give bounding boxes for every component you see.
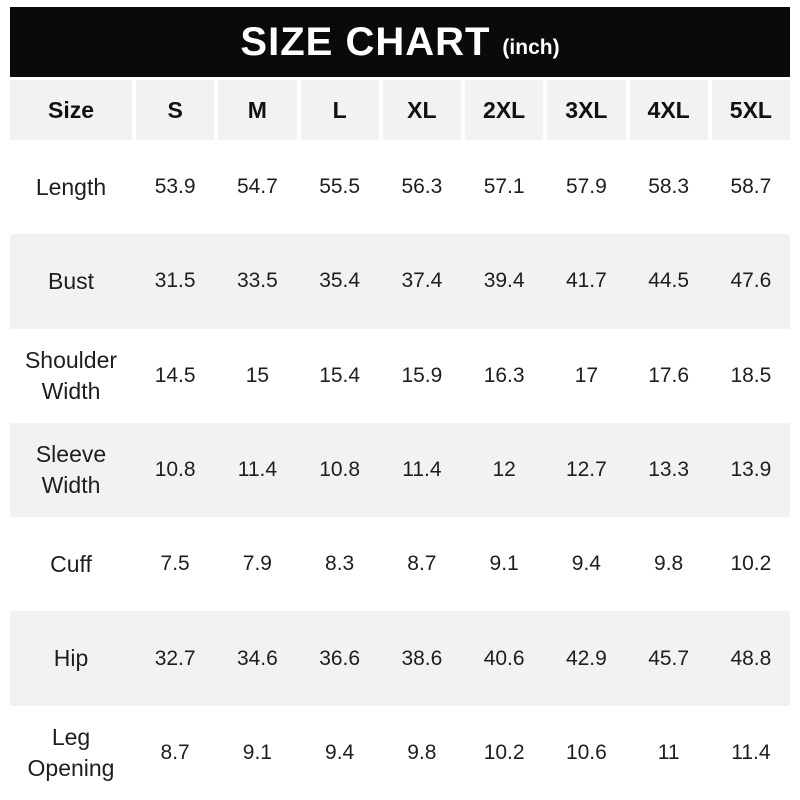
table-cell: 33.5 <box>236 269 278 293</box>
table-cell: 9.1 <box>242 740 272 764</box>
table-cell: 15.9 <box>401 363 443 387</box>
table-cell: 9.8 <box>654 552 684 576</box>
column-header-s: S <box>136 80 214 140</box>
unit-label: (inch) <box>502 35 560 59</box>
size-chart-banner <box>10 7 790 77</box>
table-cell: 34.6 <box>236 646 278 670</box>
table-cell: 11 <box>657 740 680 764</box>
column-header-l: L <box>301 80 379 140</box>
column-header-4xl: 4XL <box>630 80 708 140</box>
table-cell: 44.5 <box>648 269 690 293</box>
row-label: Hip <box>53 645 89 672</box>
table-row-cuff <box>10 517 790 611</box>
table-row-leg-opening <box>10 706 790 800</box>
table-cell: 57.9 <box>565 175 607 199</box>
table-cell: 12.7 <box>565 457 607 481</box>
table-cell: 15.4 <box>319 363 361 387</box>
column-header-2xl: 2XL <box>465 80 543 140</box>
table-cell: 7.9 <box>242 552 272 576</box>
column-header-m: M <box>218 80 296 140</box>
table-cell: 32.7 <box>154 646 196 670</box>
table-cell: 11.4 <box>237 457 278 481</box>
row-label: Bust <box>47 267 95 294</box>
table-cell: 12 <box>492 457 516 481</box>
table-cell: 57.1 <box>483 175 525 199</box>
table-cell: 8.7 <box>407 552 437 576</box>
table-cell: 53.9 <box>154 175 196 199</box>
table-row-length <box>10 140 790 234</box>
table-cell: 10.2 <box>730 552 772 576</box>
table-cell: 9.4 <box>325 740 355 764</box>
table-cell: 54.7 <box>236 175 278 199</box>
row-label: Sleeve Width <box>35 440 107 498</box>
table-cell: 41.7 <box>565 269 607 293</box>
row-label: Shoulder Width <box>24 346 118 404</box>
table-cell: 13.3 <box>648 457 690 481</box>
table-cell: 47.6 <box>730 269 772 293</box>
table-cell: 17 <box>574 363 599 387</box>
column-header-xl: XL <box>383 80 461 140</box>
table-cell: 10.6 <box>565 740 607 764</box>
table-cell: 58.3 <box>648 175 690 199</box>
table-cell: 17.6 <box>648 363 690 387</box>
table-cell: 45.7 <box>648 646 690 670</box>
table-cell: 55.5 <box>319 175 361 199</box>
table-cell: 10.8 <box>319 457 361 481</box>
table-cell: 40.6 <box>483 646 525 670</box>
table-cell: 56.3 <box>401 175 443 199</box>
table-cell: 16.3 <box>483 363 525 387</box>
page-title: SIZE CHART <box>240 20 491 64</box>
table-cell: 39.4 <box>483 269 525 293</box>
table-cell: 36.6 <box>319 646 361 670</box>
table-cell: 9.4 <box>571 552 601 576</box>
table-cell: 9.1 <box>489 552 519 576</box>
table-cell: 31.5 <box>154 269 196 293</box>
table-body <box>0 140 800 800</box>
table-row-hip <box>10 611 790 705</box>
row-label: Leg Opening <box>27 723 115 781</box>
column-header-3xl: 3XL <box>547 80 625 140</box>
table-cell: 11.4 <box>402 457 442 481</box>
column-header-size: Size <box>10 80 132 140</box>
table-cell: 10.2 <box>483 740 525 764</box>
table-cell: 35.4 <box>319 269 361 293</box>
table-cell: 9.8 <box>407 740 437 764</box>
table-cell: 14.5 <box>154 363 196 387</box>
table-cell: 58.7 <box>730 175 772 199</box>
row-label: Cuff <box>50 550 92 577</box>
table-cell: 8.7 <box>160 740 190 764</box>
table-header-row <box>10 80 790 140</box>
table-cell: 37.4 <box>401 269 443 293</box>
table-row-bust <box>10 234 790 328</box>
table-cell: 10.8 <box>154 457 196 481</box>
column-header-5xl: 5XL <box>712 80 790 140</box>
table-cell: 13.9 <box>730 457 772 481</box>
table-cell: 7.5 <box>160 552 190 576</box>
table-cell: 42.9 <box>565 646 607 670</box>
table-cell: 8.3 <box>325 552 355 576</box>
table-cell: 18.5 <box>730 363 772 387</box>
table-cell: 15 <box>245 363 270 387</box>
table-row-sleeve-width <box>10 423 790 517</box>
table-cell: 38.6 <box>401 646 443 670</box>
row-label: Length <box>35 173 107 200</box>
table-row-shoulder-width <box>10 329 790 423</box>
table-cell: 11.4 <box>731 740 771 764</box>
table-cell: 48.8 <box>730 646 772 670</box>
